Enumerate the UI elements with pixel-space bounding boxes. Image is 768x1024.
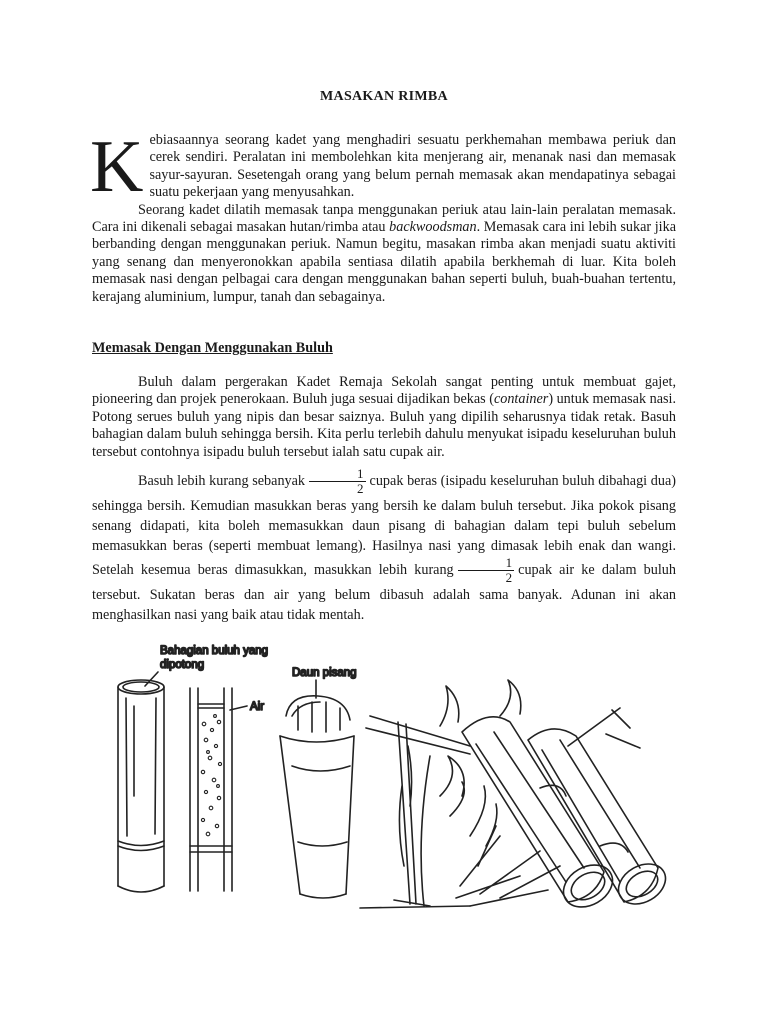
intro-p2-before: Seorang kadet dilatih memasak tanpa menggunakan periuk atau lain-lain peralatan memasak. Cara ini dikenali sebagai masakan hutan/rimba atau: [92, 201, 676, 236]
drop-cap: K: [90, 126, 144, 208]
fraction-half-1: [309, 467, 366, 496]
intro-paragraph-1-text: ebiasaannya seorang kadet yang menghadiri sesuatu perkhemahan membawa periuk dan cerek sendiri. Peralatan ini membolehkan kita menjerang air, menanak nasi dan memasak sayur-sayuran. Sesetengah orang yang belum pernah memasak akan mendapatinya sebagai suatu pekerjaan yang menyusahkan.: [149, 132, 676, 201]
bamboo-cooking-illustration: [0, 636, 768, 936]
label-cut-part-line2: dipotong: [160, 659, 205, 671]
section-p2-a: Basuh lebih kurang sebanyak: [138, 472, 306, 489]
label-water: Air: [250, 701, 265, 713]
label-banana-leaf: Daun pisang: [292, 667, 357, 679]
intro-paragraph-1: [90, 126, 676, 208]
section-paragraph-1: [92, 374, 676, 461]
section-p1-after: ) untuk memasak nasi. Potong serues buluh yang nipis dan besar saiznya. Buluh yang dipilih seharusnya tidak retak. Basuh bahagian dalam buluh sehingga bersih. Kita perlu terlebih dahulu menyukat isipadu keseluruhan buluh tersebut contohnya isipadu buluh tersebut ialah satu cupak air.: [92, 391, 676, 460]
bamboo-cross-section: [190, 688, 232, 891]
label-cut-part-line1: Bahagian buluh yang: [160, 645, 269, 657]
fraction-numerator: 1: [309, 467, 366, 482]
bamboo-section: [92, 374, 676, 625]
intro-paragraph-2: [92, 202, 676, 306]
fraction-denominator: 2: [357, 481, 364, 497]
intro-p2-after: . Memasak cara ini lebih sukar jika berbanding dengan menggunakan periuk. Namun begitu, masakan rimba akan menjadi suatu aktiviti yang senang dan menyeronokkan apabila sentiasa dilatih apabila berkhemah di luar. Kita boleh memasak nasi dengan pelbagai cara dengan menggunakan bahan seperti buluh, buah-buahan tertentu, kerajang aluminium, lumpur, tanah dan sebagainya.: [92, 219, 676, 305]
section-p2-b: cupak beras (isipadu keseluruhan buluh dibahagi dua) sehingga bersih. Kemudian masukkan beras yang bersih ke dalam buluh tersebut. Jika pokok pisang senang didapati, kita boleh memasukkan daun pisang di bahagian dalam tepi buluh sebelum memasukkan beras (seperti membuat lemang). Hasilnya nasi yang dimasak lebih enak dan wangi. Setelah kesemua beras dimasukkan, masukkan lebih kurang: [92, 472, 676, 578]
section-paragraph-2: [92, 467, 676, 625]
section-p1-italic: container: [493, 391, 549, 408]
fraction-denominator: 2: [505, 570, 513, 586]
fraction-half-2: [458, 556, 515, 585]
section-p2-c: cupak air ke dalam buluh tersebut. Sukatan beras dan air yang belum dibasuh adalah sama banyak. Adunan ini akan menghasilkan nasi yang baik atau tidak mentah.: [92, 561, 676, 624]
section-heading: Memasak Dengan Menggunakan Buluh: [92, 340, 333, 356]
section-p1-before: Buluh dalam pergerakan Kadet Remaja Sekolah sangat penting untuk membuat gajet, pioneering dan projek penerokaan. Buluh juga sesuai dijadikan bekas (: [92, 374, 676, 408]
campfire-scene: [360, 680, 560, 908]
fraction-numerator: 1: [458, 556, 515, 571]
intro-section: [90, 126, 676, 306]
intro-p2-italic: backwoodsman: [389, 219, 477, 236]
page-title: MASAKAN RIMBA: [320, 89, 448, 104]
bamboo-with-banana-leaf: [280, 696, 354, 898]
cut-bamboo-tube: [118, 680, 164, 892]
